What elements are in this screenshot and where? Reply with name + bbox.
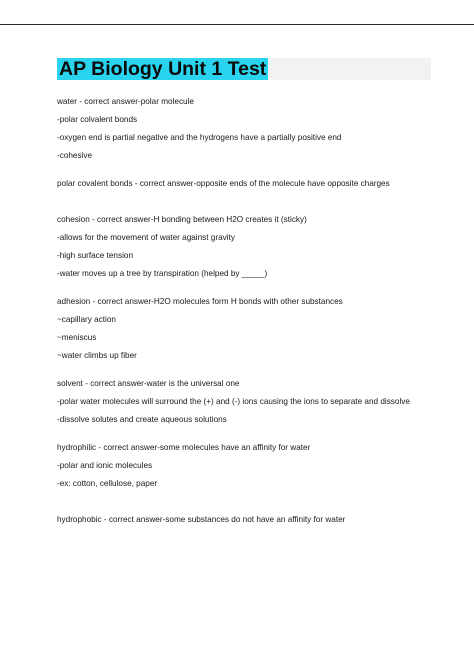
text-line: -polar water molecules will surround the (+) and (-) ions causing the ions to separate and dissolve <box>57 397 410 406</box>
text-line: -polar colvalent bonds <box>57 115 138 124</box>
text-line: hydrophilic - correct answer-some molecules have an affinity for water <box>57 443 311 452</box>
text-line: polar covalent bonds - correct answer-opposite ends of the molecule have opposite charges <box>57 179 390 188</box>
page-title: AP Biology Unit 1 Test <box>59 58 267 80</box>
text-line: -oxygen end is partial negative and the hydrogens have a partially positive end <box>57 133 342 142</box>
text-line: -cohesive <box>57 151 93 160</box>
title-banner <box>57 58 431 80</box>
text-line: -ex: cotton, cellulose, paper <box>57 479 158 488</box>
text-line: solvent - correct answer-water is the universal one <box>57 379 240 388</box>
document-body <box>57 97 457 533</box>
text-line: hydrophobic - correct answer-some substances do not have an affinity for water <box>57 515 346 524</box>
text-line: water - correct answer-polar molecule <box>57 97 194 106</box>
text-line: -water moves up a tree by transpiration (helped by _____) <box>57 269 268 278</box>
text-line: ~capillary action <box>57 315 116 324</box>
page-top-rule <box>0 24 474 25</box>
text-line: ~water climbs up fiber <box>57 351 137 360</box>
text-line: cohesion - correct answer-H bonding between H2O creates it (sticky) <box>57 215 307 224</box>
text-line: ~meniscus <box>57 333 97 342</box>
text-line: -high surface tension <box>57 251 134 260</box>
text-line: adhesion - correct answer-H2O molecules form H bonds with other substances <box>57 297 343 306</box>
text-line: -allows for the movement of water against gravity <box>57 233 235 242</box>
text-line: -dissolve solutes and create aqueous solutions <box>57 415 227 424</box>
text-line: -polar and ionic molecules <box>57 461 153 470</box>
